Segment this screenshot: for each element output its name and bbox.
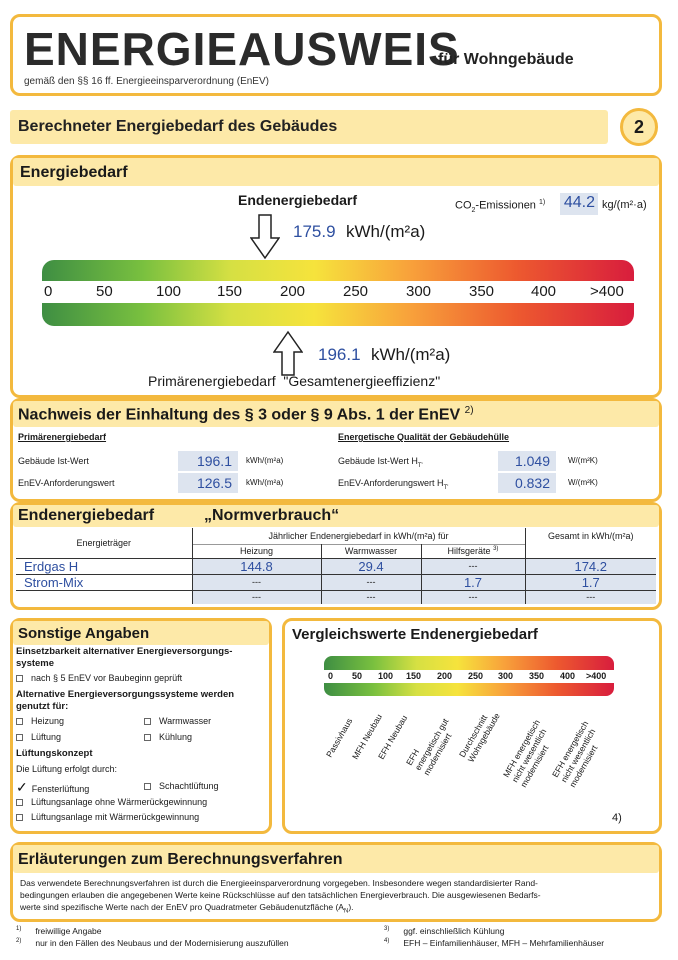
primary-value: 196.1 [318,345,361,364]
vergleich-footnote: 4) [612,812,622,824]
warmwasser-cell: --- [321,574,421,590]
nachweis-left-label: EnEV-Anforderungswert [18,478,115,488]
col-hilfs [421,544,525,558]
nachweis-right-value: 0.832 [498,473,556,493]
scale-num: >400 [590,283,624,300]
footnote-number: 4) [384,938,390,945]
vergleich-label: Durchschnitt Wohngebäude [457,711,502,764]
nachweis-right-unit: W/(m²K) [568,478,598,487]
vergleich-label: EFH energetisch nicht wesentlich modernisiert [550,719,600,789]
erlaeuterung-title: Erläuterungen zum Berechnungsverfahren [18,851,343,868]
page-number-badge [620,108,658,146]
primary-unit: kWh/(m²a) [371,345,451,364]
scale-num: 250 [468,671,484,681]
total-cell: --- [525,590,656,604]
carrier-cell [16,590,192,604]
scale-num: 50 [96,283,113,300]
option-schachtlueftung[interactable] [144,781,219,791]
scale-num: 0 [328,671,334,681]
scale-num: 100 [156,283,182,300]
option-warmwasser[interactable] [144,716,211,726]
document-subtitle: für Wohngebäude [438,51,574,68]
option-heizung[interactable] [16,716,64,726]
normverbrauch-title2: „Normverbrauch“ [204,507,340,524]
scale-num: 400 [560,671,576,681]
scale-num: 0 [44,283,53,300]
vergleich-label: MFH Neubau [350,712,384,761]
footnote [16,926,102,936]
carrier-cell: Strom-Mix [16,574,192,590]
checkbox[interactable] [16,718,23,725]
nachweis-right-sub: T' [417,462,423,469]
law-reference: gemäß den §§ 16 ff. Energieeinsparverordnung (EnEV) [24,76,269,87]
vergleich-label: EFH Neubau [376,713,410,761]
nachweis-right-label-text: EnEV-Anforderungswert H [338,478,444,488]
nachweis-footnote: 2) [464,405,474,416]
section-title: Berechneter Energiebedarf des Gebäudes [18,118,338,135]
col-hilfs-fn: 3) [493,546,499,552]
option-checked-before-build[interactable] [16,673,182,683]
option-label: Kühlung [159,732,193,742]
warmwasser-cell: 29.4 [321,558,421,574]
scale-num: 350 [469,283,495,300]
option-fensterlueftung[interactable] [16,779,89,796]
heizung-cell: --- [192,590,321,604]
checkbox[interactable] [16,675,23,682]
co2-value: 44.2 [560,193,598,215]
scale-num: 400 [531,283,557,300]
co2-label [455,199,545,214]
footnote-number: 3) [384,926,390,933]
scale-num: 150 [406,671,422,681]
co2-text: CO [455,199,472,212]
option-label: Warmwasser [159,716,212,726]
nachweis-title-text: Nachweis der Einhaltung des § 3 oder § 9 Abs. 1 der EnEV [18,406,461,424]
vergleich-label: EFH energetisch gut modernisiert [404,716,454,777]
checkbox[interactable] [16,799,23,806]
heizung-cell: 144.8 [192,558,321,574]
nachweis-right-label [338,456,423,469]
option-label: Lüftungsanlage mit Wärmerückgewinnung [31,812,200,822]
heizung-cell: --- [192,574,321,590]
nachweis-right-sub: T' [443,484,449,491]
option-label: Lüftungsanlage ohne Wärmerückgewinnung [31,797,208,807]
nachweis-left-unit: kWh/(m²a) [246,478,284,487]
scale-num: 100 [378,671,394,681]
nachweis-right-label-text: Gebäude Ist-Wert H [338,456,418,466]
lueftung-intro: Die Lüftung erfolgt durch: [16,764,118,774]
hull-quality-heading: Energetische Qualität der Gebäudehülle [338,432,510,442]
table-row [16,590,656,604]
scale-num: 200 [437,671,453,681]
option-label: nach § 5 EnEV vor Baubeginn geprüft [31,673,183,683]
nachweis-left-value: 126.5 [178,473,238,493]
hilfs-cell: --- [421,590,525,604]
footnote-text: nur in den Fällen des Neubaus und der Modernisierung auszufüllen [35,938,289,948]
nachweis-right-value: 1.049 [498,451,556,471]
footnote-text: EFH – Einfamilienhäuser, MFH – Mehrfamilienhäuser [403,938,605,948]
table-row [16,558,656,574]
col-heizung: Heizung [192,544,321,558]
scale-num: 300 [498,671,514,681]
erlaeuterung-line [20,902,354,915]
carrier-cell: Erdgas H [16,558,192,574]
scale-num: 300 [406,283,432,300]
scale-numbers [42,283,634,301]
footnote [16,938,289,948]
sonstige-title: Sonstige Angaben [18,625,150,642]
footnote [384,926,504,936]
col-group: Jährlicher Endenergiebedarf in kWh/(m²a) für [192,528,525,544]
option-label: Heizung [31,716,65,726]
scale-num: 200 [280,283,306,300]
erlaeuterung-line3-text: werte sind spezifische Werte nach der EnEV pro Quadratmeter Gebäudenutzfläche (A [20,902,344,912]
option-label: Schachtlüftung [159,781,219,791]
hilfs-cell: --- [421,558,525,574]
hilfs-cell: 1.7 [421,574,525,590]
table-row [16,574,656,590]
nachweis-left-value: 196.1 [178,451,238,471]
end-value: 175.9 [293,222,336,241]
option-lueftung[interactable] [16,732,61,742]
option-kuehlung[interactable] [144,732,192,742]
col-hilfs-text: Hilfsgeräte [447,546,491,556]
erlaeuterung-sub: N [343,908,349,915]
sonstige-heading-2: Alternative Energieversorgungssysteme werden genutzt für: [16,689,235,712]
erlaeuterung-line: Das verwendete Berechnungsverfahren ist durch die Energieeinsparverordnung vorgegeben. Insbesondere wegen standardisierter Rand- [20,878,538,888]
end-unit: kWh/(m²a) [346,222,426,241]
erlaeuterung-line3-end: ). [348,902,354,912]
option-label: Lüftung [31,732,62,742]
normverbrauch-title: Endenergiebedarf [18,507,155,524]
erlaeuterung-line: bedingungen erlauben die angegebenen Werte keine Rückschlüsse auf den tatsächlichen Energieverbrauch. Die ausgewiesenen Bedarfs- [20,890,541,900]
col-carrier: Energieträger [16,528,192,558]
scale-num: 250 [343,283,369,300]
document-title: ENERGIEAUSWEIS [24,23,460,75]
footnote-number: 2) [16,938,22,945]
checkbox[interactable] [144,718,151,725]
nachweis-right-unit: W/(m²K) [568,456,598,465]
option-ohne-waermerueckgewinnung[interactable] [16,797,207,807]
nachweis-left-unit: kWh/(m²a) [246,456,284,465]
footnote [384,938,604,948]
page-number: 2 [633,117,644,137]
vergleich-label: Passivhaus [324,716,355,759]
checkbox[interactable] [144,734,151,741]
co2-text-post: -Emissionen [475,199,536,212]
total-cell: 174.2 [525,558,656,574]
end-arrow-down-icon [250,214,280,260]
normverbrauch-table [16,528,656,604]
primary-demand-heading: Primärenergiebedarf [18,432,107,442]
col-total: Gesamt in kWh/(m²a) [525,528,656,558]
co2-unit: kg/(m²·a) [602,199,647,211]
scale-num: 350 [529,671,545,681]
endenergie-label: Endenergiebedarf [238,192,358,208]
sonstige-heading-3: Lüftungskonzept [16,748,93,759]
energiebedarf-title: Energiebedarf [20,164,128,181]
checkbox[interactable] [144,783,151,790]
primary-arrow-up-icon [273,330,303,376]
co2-subscript: 2 [471,206,476,214]
option-label: Fensterlüftung [31,784,90,794]
col-warmwasser: Warmwasser [321,544,421,558]
nachweis-left-label: Gebäude Ist-Wert [18,456,89,466]
co2-footnote: 1) [539,199,546,206]
scale-num: >400 [586,671,607,681]
vergleich-numbers [324,671,614,683]
nachweis-title [18,405,474,424]
option-mit-waermerueckgewinnung[interactable] [16,812,199,822]
checkbox[interactable] [16,814,23,821]
nachweis-right-label [338,478,448,491]
check-icon[interactable]: ✓ [16,779,28,795]
footnote-number: 1) [16,926,22,933]
checkbox[interactable] [16,734,23,741]
primary-label: Primärenergiebedarf "Gesamtenergieeffizienz" [148,373,441,389]
footnote-text: ggf. einschließlich Kühlung [403,926,505,936]
warmwasser-cell: --- [321,590,421,604]
total-cell: 1.7 [525,574,656,590]
scale-num: 50 [352,671,363,681]
footnote-text: freiwillige Angabe [35,926,102,936]
vergleich-title: Vergleichswerte Endenergiebedarf [292,626,538,643]
scale-num: 150 [217,283,243,300]
vergleich-label: MFH energetisch nicht wesentlich modernisiert [501,717,551,789]
sonstige-heading-1: Einsetzbarkeit alternativer Energieversorgungs-systeme [16,646,233,669]
